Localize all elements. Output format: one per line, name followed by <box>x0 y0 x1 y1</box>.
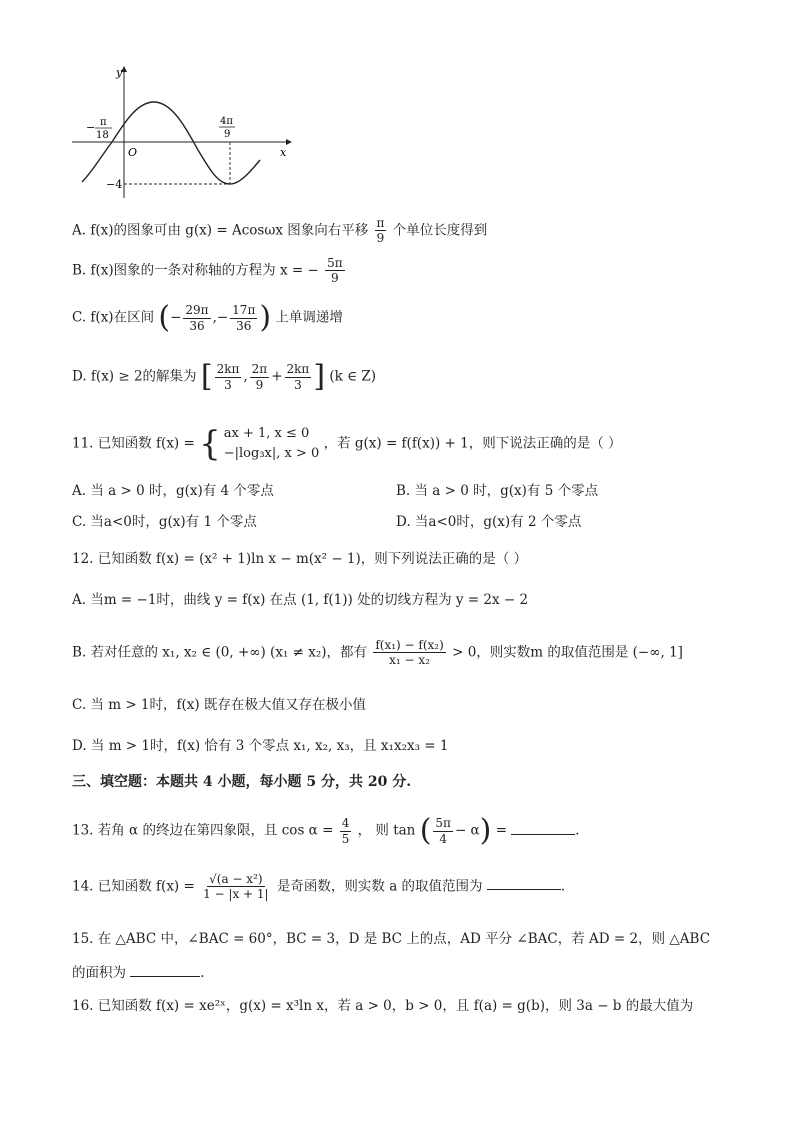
left-tick-numerator: π <box>100 117 107 128</box>
q10-option-b: B. f(x)图象的一条对称轴的方程为 x = − $\frac{5\pi}{9}$ <box>72 256 343 286</box>
q14: 14. 已知函数 f(x) = $\frac{\text{√(a − x²)}}{1 - |x + 1|}$ 是奇函数，则实数 a 的取值范围为 . <box>72 872 566 902</box>
origin-label: O <box>128 146 138 159</box>
q16: 16. 已知函数 f(x) = xe²ˣ，g(x) = x³ln x，若 a > 0，b > 0，且 f(a) = g(b)，则 3a − b 的最大值为 <box>72 998 694 1014</box>
sine-curve <box>82 102 260 184</box>
q11-option-c: C. 当a<0时，g(x)有 1 个零点 <box>72 514 257 530</box>
q10-option-a: A. f(x)的图象可由 g(x) = Acosωx 图象向右平移 $\frac{\pi}{9}$ 个单位长度得到 <box>72 216 488 246</box>
q10-option-d: D. f(x) ≥ 2的解集为 [ $\frac{2k\pi}{3}$ , $\frac{2\pi}{9}$ + $\frac{2k\pi}{3}$ ] (k ∈ Z) <box>72 359 376 394</box>
q13-answer-blank <box>511 822 575 835</box>
left-tick-denominator: 18 <box>96 130 109 141</box>
q12-option-a: A. 当m = −1时，曲线 y = f(x) 在点 (1, f(1)) 处的切线方程为 y = 2x − 2 <box>72 592 529 608</box>
q11-stem: 11. 已知函数 f(x) = { ax + 1, x ≤ 0 −|log₃x|, x > 0 ，若 g(x) = f(f(x)) + 1，则下说法正确的是（ ） <box>72 424 622 465</box>
q11-option-b: B. 当 a > 0 时，g(x)有 5 个零点 <box>396 483 599 499</box>
y-axis-label: y <box>116 66 123 79</box>
q11-option-d: D. 当a<0时，g(x)有 2 个零点 <box>396 514 582 530</box>
q13: 13. 若角 α 的终边在第四象限，且 cos α = $\frac{4}{5}$ ， 则 tan ( $\frac{5\pi}{4}$ − α) = . <box>72 813 580 848</box>
q12-stem: 12. 已知函数 f(x) = (x² + 1)ln x − m(x² − 1)，则下列说法正确的是（ ） <box>72 551 528 567</box>
q12-option-b: B. 若对任意的 x₁, x₂ ∈ (0, +∞) (x₁ ≠ x₂)，都有 $\frac{\text{f(x₁) − f(x₂)}}{\text{x₁ − x₂}}$ > 0，则实数m 的取值范围是 (−∞, 1] <box>72 638 683 668</box>
q14-answer-blank <box>487 877 561 890</box>
x-axis-label: x <box>280 146 287 159</box>
section-3-heading: 三、填空题：本题共 4 小题，每小题 5 分，共 20 分. <box>72 774 412 790</box>
q10-option-c: C. f(x)在区间 (− $\frac{29\pi}{36}$ ,− $\frac{17\pi}{36}$ ) 上单调递增 <box>72 300 343 335</box>
sine-graph <box>68 62 298 202</box>
q12-option-c: C. 当 m > 1时，f(x) 既存在极大值又存在极小值 <box>72 697 366 713</box>
q11-option-a: A. 当 a > 0 时，g(x)有 4 个零点 <box>72 483 274 499</box>
right-tick-denominator: 9 <box>224 129 231 140</box>
q15-line-2: 的面积为 . <box>72 965 205 981</box>
right-tick-numerator: 4π <box>220 116 233 127</box>
x-axis-arrow <box>286 139 292 145</box>
left-tick-minus: − <box>86 121 96 134</box>
q15-answer-blank <box>130 964 200 977</box>
min-value-label: −4 <box>106 178 123 191</box>
q12-option-d: D. 当 m > 1时，f(x) 恰有 3 个零点 x₁, x₂, x₃，且 x₁x₂x₃ = 1 <box>72 738 449 754</box>
q15-line-1: 15. 在 △ABC 中，∠BAC = 60°，BC = 3，D 是 BC 上的点，AD 平分 ∠BAC，若 AD = 2，则 △ABC <box>72 931 711 947</box>
